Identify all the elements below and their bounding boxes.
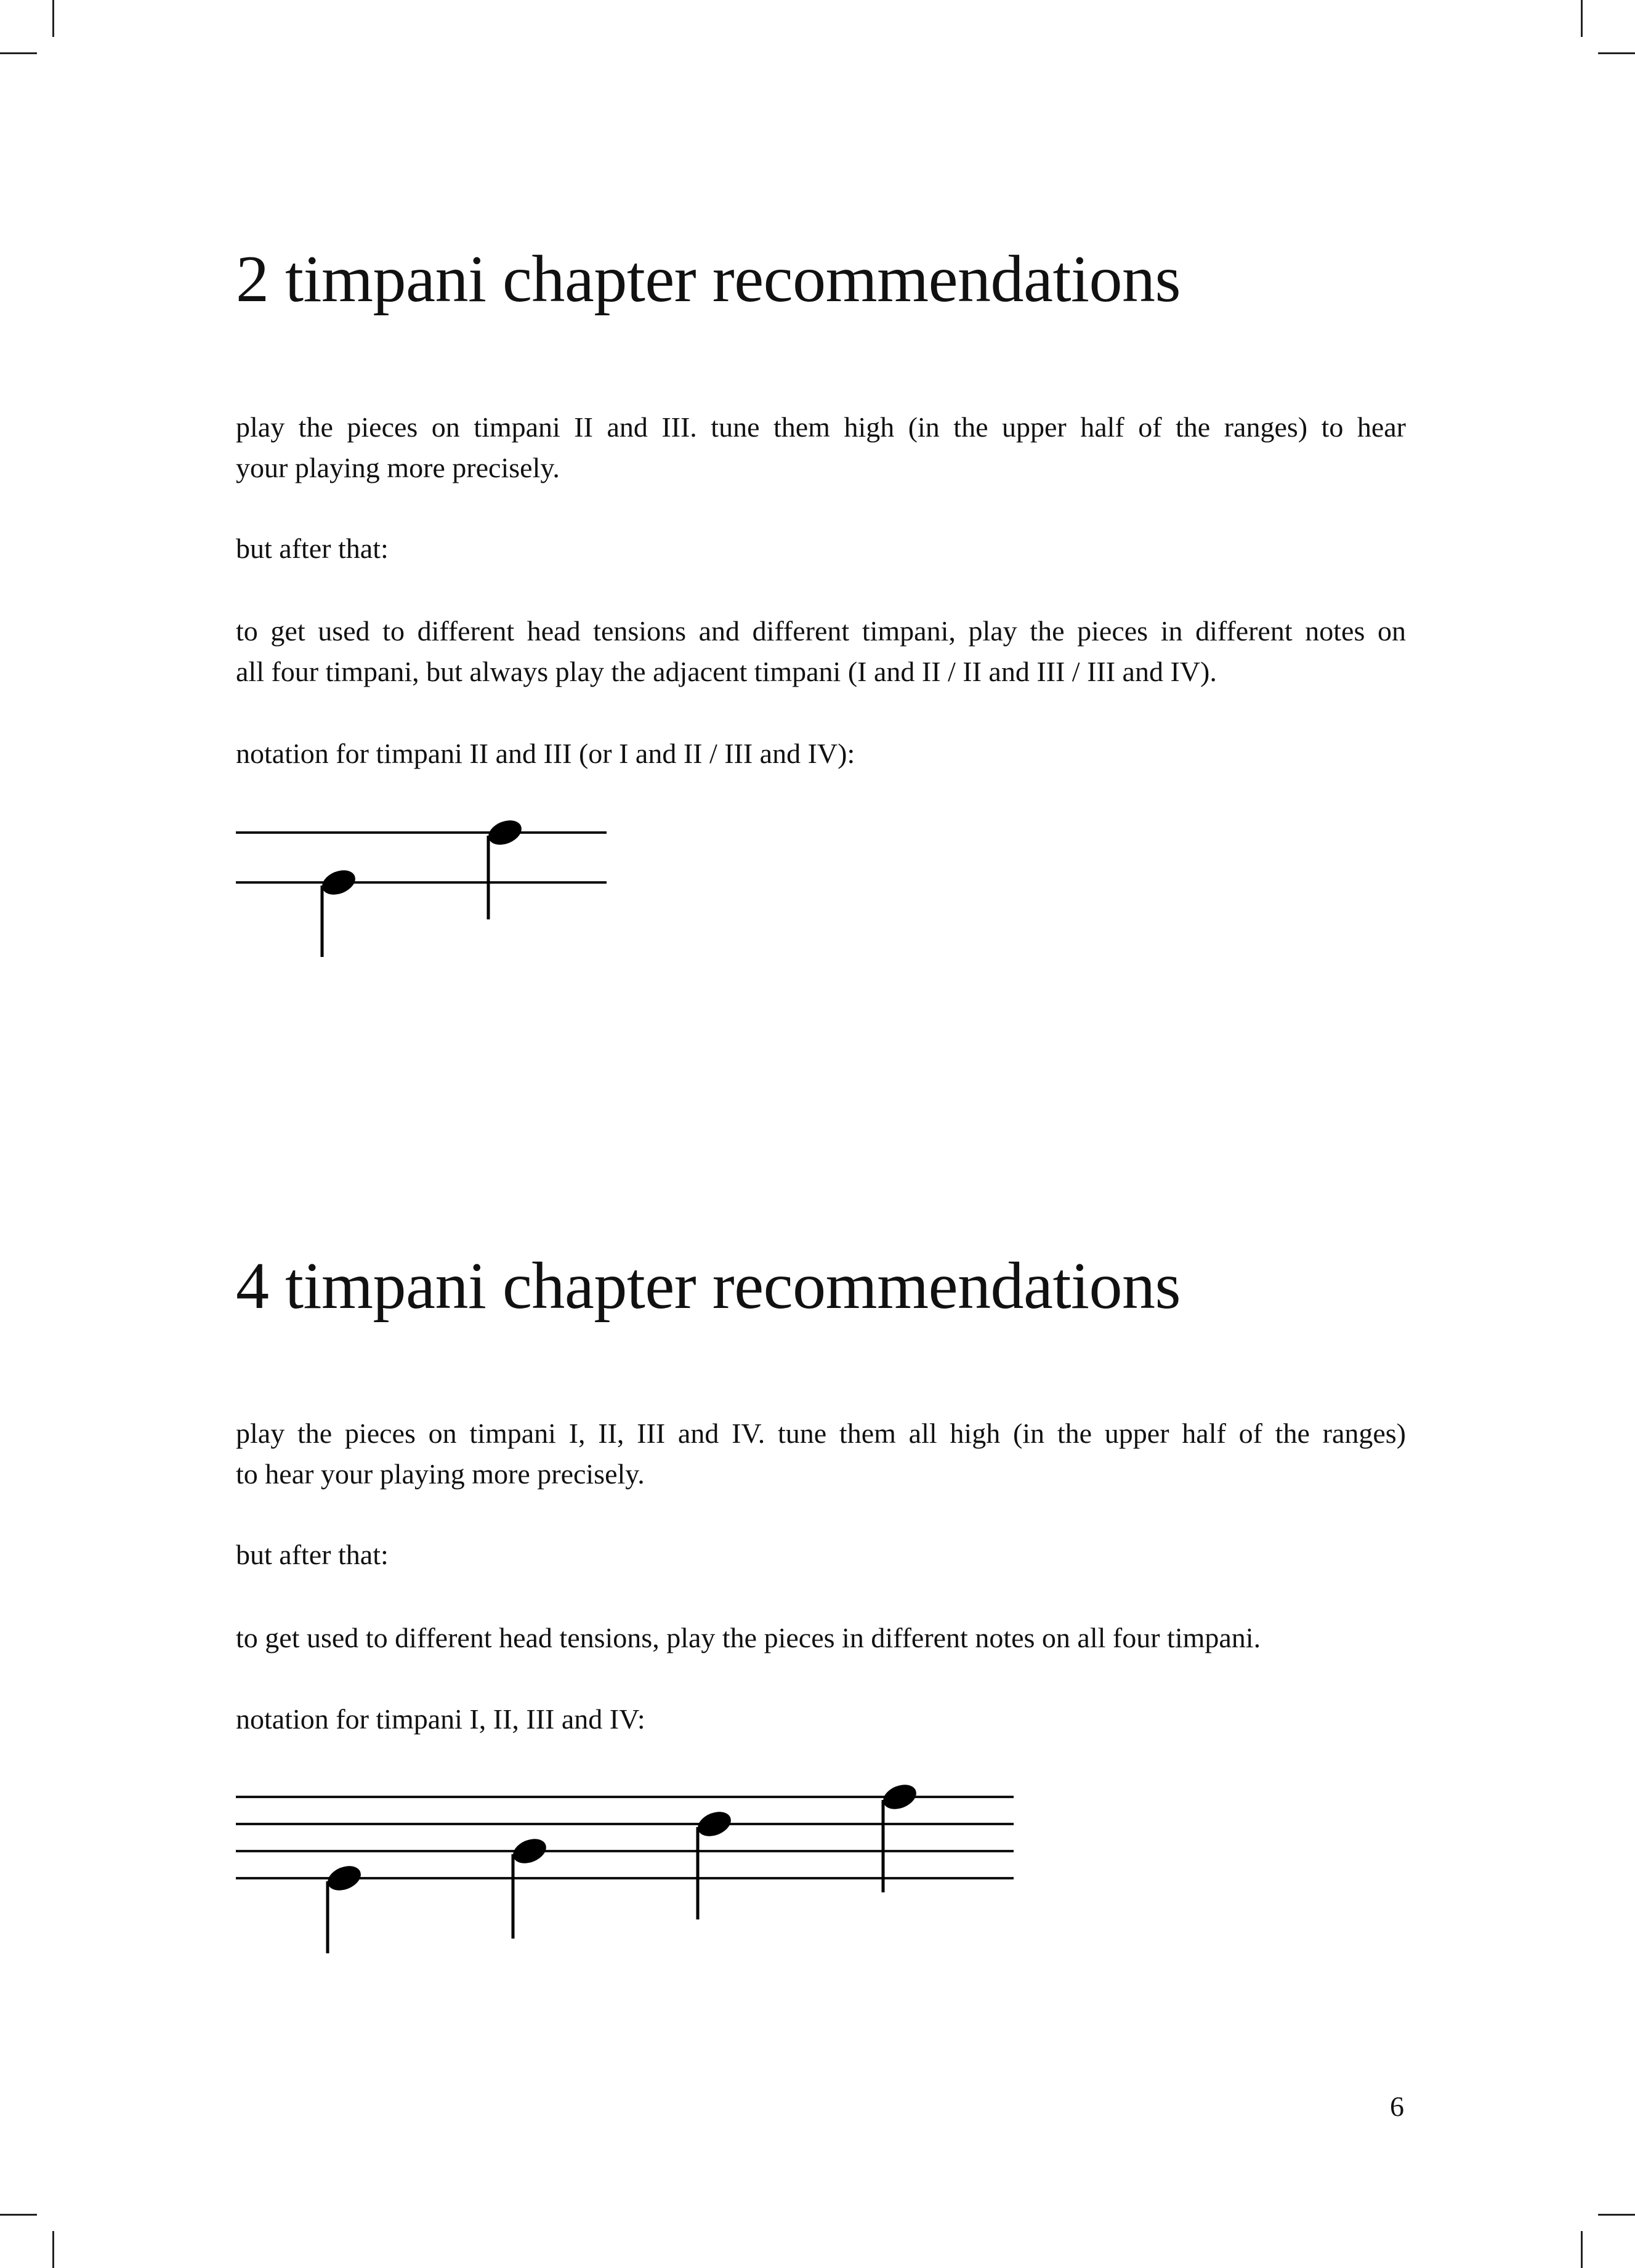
notation-label: notation for timpani II and III (or I and II / III and IV): xyxy=(236,738,855,769)
note-timpani-ii xyxy=(509,1834,549,1939)
intro-paragraph xyxy=(236,1413,1406,1495)
intro-paragraph xyxy=(236,407,1406,488)
text-line: all four timpani, but always play the adjacent timpani (I and II / II and III / III and IV). xyxy=(236,656,1217,687)
practice-paragraph xyxy=(236,611,1406,692)
note-timpani-lower xyxy=(318,866,358,957)
text-line: play the pieces on timpani II and III. tune them high (in the upper half of the ranges) to hear xyxy=(236,411,1406,443)
crop-mark xyxy=(1598,2214,1635,2216)
crop-mark xyxy=(1581,0,1583,37)
note-timpani-iv xyxy=(879,1780,919,1892)
section-heading: 4 timpani chapter recommendations xyxy=(236,1249,1181,1323)
note-timpani-i xyxy=(324,1862,364,1953)
page-number: 6 xyxy=(1390,2091,1404,2122)
text-line: to get used to different head tensions and different timpani, play the pieces in different notes on xyxy=(236,615,1406,647)
text-line: to hear your playing more precisely. xyxy=(236,1458,645,1490)
crop-mark xyxy=(52,0,54,37)
text-line: play the pieces on timpani I, II, III and IV. tune them all high (in the upper half of the ranges) xyxy=(236,1418,1406,1449)
after-note: but after that: xyxy=(236,1539,389,1570)
practice-paragraph xyxy=(236,1618,1406,1658)
crop-mark xyxy=(1598,52,1635,54)
staff-two-timpani xyxy=(236,816,607,957)
crop-mark xyxy=(52,2231,54,2268)
note-timpani-upper xyxy=(485,816,525,919)
crop-mark xyxy=(0,52,37,54)
notation-label: notation for timpani I, II, III and IV: xyxy=(236,1703,645,1735)
text-line: your playing more precisely. xyxy=(236,452,560,483)
crop-mark xyxy=(0,2214,37,2216)
text-line: to get used to different head tensions, play the pieces in different notes on all four timpani. xyxy=(236,1622,1261,1653)
crop-mark xyxy=(1581,2231,1583,2268)
staff-four-timpani xyxy=(236,1780,1014,1953)
note-timpani-iii xyxy=(694,1807,734,1919)
section-heading: 2 timpani chapter recommendations xyxy=(236,243,1181,316)
after-note: but after that: xyxy=(236,533,389,564)
